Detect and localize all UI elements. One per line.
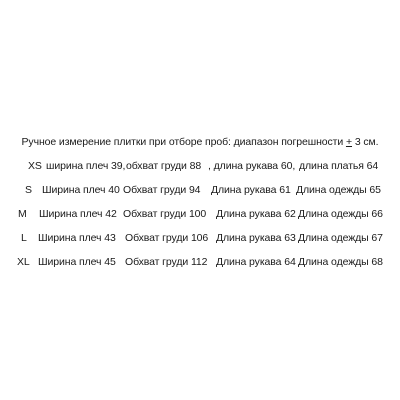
- chest-girth: Обхват груди 112: [125, 256, 208, 268]
- sleeve-length: Длина рукава 64: [216, 256, 296, 268]
- size-label: XS: [28, 160, 42, 172]
- garment-length: Длина одежды 67: [298, 232, 383, 244]
- shoulder-width: Ширина плеч 45: [38, 256, 116, 268]
- measurement-note: [0, 136, 400, 148]
- size-label: M: [18, 208, 27, 220]
- size-row-m: [0, 208, 400, 224]
- size-label: L: [21, 232, 27, 244]
- shoulder-width: Ширина плеч 42: [39, 208, 117, 220]
- chest-girth: обхват груди 88: [126, 160, 202, 172]
- sleeve-length: Длина рукава 61: [211, 184, 291, 196]
- note-text: Ручное измерение плитки при отборе проб: диапазон погрешности: [21, 136, 346, 148]
- note-tolerance: 3 см.: [352, 136, 379, 148]
- plus-minus-sign: +: [345, 136, 353, 148]
- garment-length: Длина одежды 66: [298, 208, 383, 220]
- shoulder-width: ширина плеч 39,: [46, 160, 126, 172]
- size-row-l: [0, 232, 400, 248]
- size-label: S: [25, 184, 32, 196]
- sleeve-length: , длина рукава 60,: [208, 160, 296, 172]
- chest-girth: Обхват груди 94: [123, 184, 201, 196]
- sleeve-length: Длина рукава 63: [216, 232, 296, 244]
- shoulder-width: Ширина плеч 43: [38, 232, 116, 244]
- size-row-s: [0, 184, 400, 200]
- size-row-xs: [0, 160, 400, 176]
- garment-length: Длина одежды 65: [296, 184, 381, 196]
- dress-length: длина платья 64: [299, 160, 379, 172]
- sleeve-length: Длина рукава 62: [216, 208, 296, 220]
- size-row-xl: [0, 256, 400, 272]
- chest-girth: Обхват груди 106: [125, 232, 209, 244]
- garment-length: Длина одежды 68: [298, 256, 383, 268]
- chest-girth: Обхват груди 100: [123, 208, 207, 220]
- size-label: XL: [17, 256, 30, 268]
- shoulder-width: Ширина плеч 40: [42, 184, 120, 196]
